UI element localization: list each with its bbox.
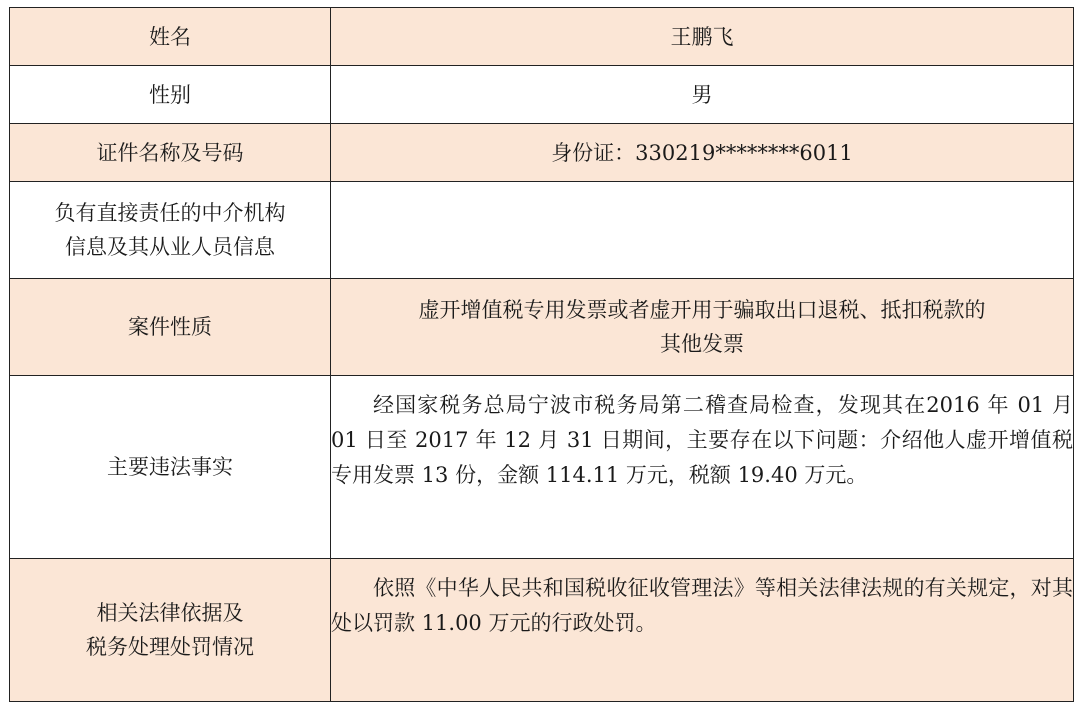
label-intermediary-line-2: 信息及其从业人员信息 [65, 235, 275, 259]
value-case-nature [331, 279, 1074, 376]
value-case-nature-line-2: 其他发票 [660, 332, 744, 356]
label-intermediary-line-1: 负有直接责任的中介机构 [54, 201, 286, 225]
label-violation-facts: 主要违法事实 [10, 376, 331, 559]
value-case-nature-line-1: 虚开增值税专用发票或者虚开用于骗取出口退税、抵扣税款的 [418, 298, 986, 322]
row-legal-basis [10, 559, 1074, 702]
label-name: 姓名 [10, 8, 331, 66]
label-case-nature: 案件性质 [10, 279, 331, 376]
row-id-document [10, 124, 1074, 182]
row-violation-facts [10, 376, 1074, 559]
label-legal-basis-line-2: 税务处理处罚情况 [86, 635, 254, 659]
label-id-document: 证件名称及号码 [10, 124, 331, 182]
value-gender: 男 [331, 66, 1074, 124]
value-id-document: 身份证：330219********6011 [331, 124, 1074, 182]
row-case-nature [10, 279, 1074, 376]
label-intermediary [10, 182, 331, 279]
violation-facts-text: 经国家税务总局宁波市税务局第二稽查局检查，发现其在2016 年 01 月 01 日至 2017 年 12 月 31 日期间，主要存在以下问题：介绍他人虚开增值税专用发票 13 份，金额 114.11 万元，税额 19.40 万元。 [331, 393, 1073, 487]
value-legal-basis [331, 559, 1074, 702]
row-gender [10, 66, 1074, 124]
value-name: 王鹏飞 [331, 8, 1074, 66]
value-violation-facts [331, 376, 1074, 559]
row-name [10, 8, 1074, 66]
label-legal-basis-line-1: 相关法律依据及 [96, 601, 244, 625]
label-legal-basis [10, 559, 331, 702]
penalty-info-table [9, 7, 1074, 702]
label-gender: 性别 [10, 66, 331, 124]
row-intermediary [10, 182, 1074, 279]
legal-basis-text: 依照《中华人民共和国税收征收管理法》等相关法律法规的有关规定，对其处以罚款 11.00 万元的行政处罚。 [331, 576, 1073, 635]
value-intermediary [331, 182, 1074, 279]
